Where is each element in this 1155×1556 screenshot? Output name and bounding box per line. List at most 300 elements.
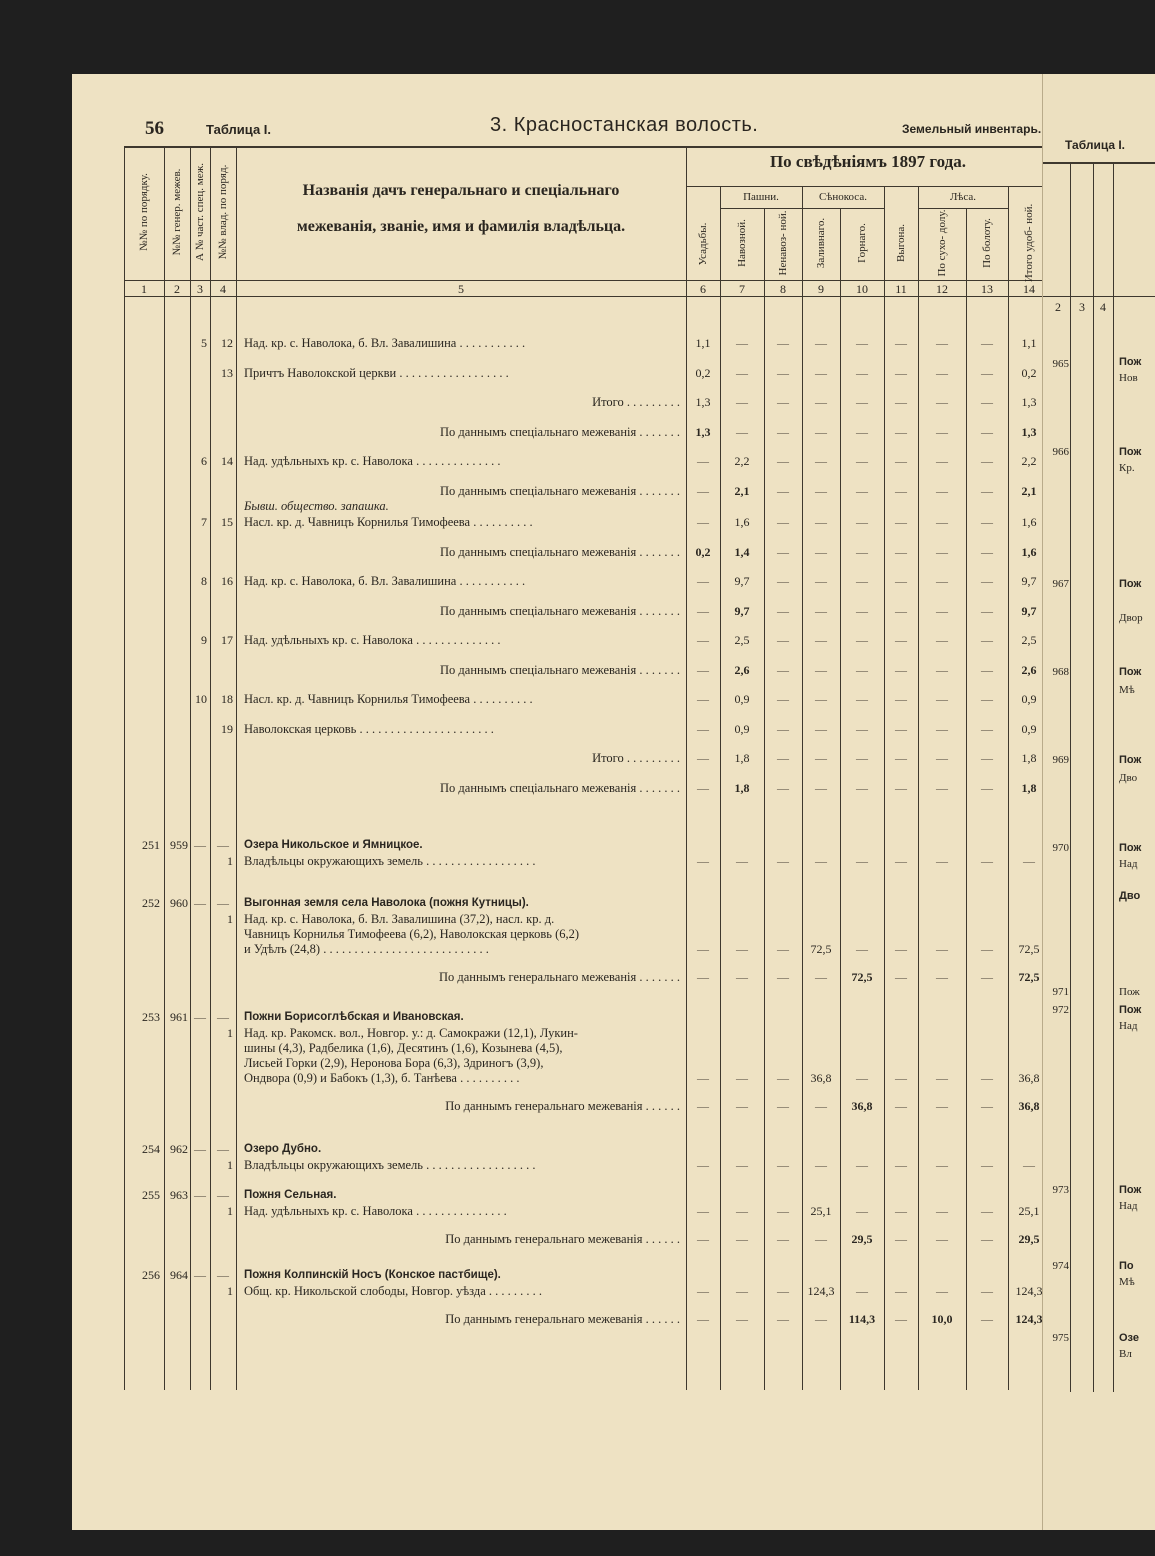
empty-dash: — [736,395,748,409]
empty-dash: — [856,574,868,588]
cell-value: 72,5 [851,970,873,984]
group-title-1897: По свѣдѣніямъ 1897 года. [769,152,967,171]
row-number-owner: 1 [227,1204,233,1218]
empty-dash: — [981,574,993,588]
empty-dash: — [981,780,993,795]
empty-dash: — [194,896,206,910]
row-number-spec: 9 [201,633,207,647]
cell-value: 9,7 [734,603,750,618]
section-line: Ондвора (0,9) и Бабокъ (1,3), б. Танѣева . . . . . . . . . . [244,1071,520,1085]
section-general-number: 963 [170,1188,188,1202]
empty-dash: — [981,692,993,706]
empty-dash: — [697,1232,709,1246]
empty-dash: — [815,336,827,350]
next-entry-number: 975 [1052,1332,1069,1344]
cell-value: 0,2 [695,544,711,559]
empty-dash: — [217,1268,229,1282]
group-pashni: Пашни. [743,191,779,203]
empty-dash: — [981,515,993,529]
next-entry-number: 967 [1052,578,1069,590]
header-zalivnogo: Заливнаго. [815,217,827,269]
empty-dash: — [697,721,709,736]
row-text: Насл. кр. д. Чавницъ Корнилья Тимофеева . . . . . . . . . . [244,515,533,529]
header-col2: №№ генер. межев. [171,168,183,256]
empty-dash: — [777,1158,789,1172]
empty-dash: — [777,1204,789,1218]
header-col1: №№ по порядку. [138,173,150,251]
empty-dash: — [856,662,868,677]
next-entry-number: 973 [1052,1184,1069,1196]
next-fragment: Пож [1119,986,1140,998]
cell-value: 72,5 [1018,942,1040,956]
next-fragment: Кр. [1119,462,1135,474]
next-fragment: Над [1119,1200,1138,1212]
empty-dash: — [815,692,827,706]
section-line: Владѣльцы окружающихъ земель . . . . . . . . . . . . . . . . . . [244,1158,536,1172]
next-entry-number: 969 [1052,754,1069,766]
row-number-owner: 17 [221,633,233,647]
cell-value: 25,1 [1018,1204,1040,1218]
empty-dash: — [815,970,827,984]
empty-dash: — [856,454,868,468]
empty-dash: — [981,1158,993,1172]
row-number-owner: 12 [221,336,233,350]
empty-dash: — [895,395,907,409]
empty-dash: — [194,838,206,852]
empty-dash: — [815,515,827,529]
section-heading: Пожни Борисоглѣбская и Ивановская. [244,1011,464,1023]
empty-dash: — [856,1204,868,1218]
section-number: 254 [142,1142,160,1156]
section-line: Над. кр. Ракомск. вол., Новгор. у.: д. Самокражи (12,1), Лукин- [244,1026,578,1040]
next-fragment: Пож [1119,842,1142,854]
table-label: Таблица I. [206,122,272,137]
section-number: 253 [142,1010,160,1024]
section-number: 256 [142,1268,160,1282]
empty-dash: — [895,854,907,868]
row-text: По даннымъ спеціальнаго межеванія . . . . . . . [440,424,680,439]
empty-dash: — [936,780,948,795]
empty-dash: — [936,633,948,647]
row-text: По даннымъ спеціальнаго межеванія . . . . . . . [440,662,680,677]
empty-dash: — [936,721,948,736]
empty-dash: — [194,1188,206,1202]
empty-dash: — [777,1312,789,1326]
empty-dash: — [777,336,789,350]
section-number: 255 [142,1188,160,1202]
empty-dash: — [815,365,827,380]
row-number-owner: 18 [221,692,233,706]
empty-dash: — [856,603,868,618]
col-number: 5 [458,282,464,296]
next-fragment: Пож [1119,754,1142,766]
empty-dash: — [856,1071,868,1085]
empty-dash: — [736,1232,748,1246]
col-number: 11 [895,282,907,296]
next-entry-number: 971 [1052,986,1069,998]
empty-dash: — [936,544,948,559]
cell-value: 0,9 [734,692,750,706]
section-line: Чавницъ Корнилья Тимофеева (6,2), Наволокская церковь (6,2) [244,927,580,941]
empty-dash: — [895,1071,907,1085]
col-number: 10 [856,282,868,296]
page-left [72,74,1050,1530]
cell-value: 124,3 [807,1284,835,1298]
col-number: 2 [174,282,180,296]
empty-dash: — [981,483,993,498]
empty-dash: — [981,721,993,736]
empty-dash: — [697,454,709,468]
empty-dash: — [777,970,789,984]
empty-dash: — [981,970,993,984]
empty-dash: — [981,544,993,559]
empty-dash: — [895,662,907,677]
next-fragment: Пож [1119,1184,1142,1196]
empty-dash: — [895,1232,907,1246]
empty-dash: — [697,574,709,588]
empty-dash: — [856,1284,868,1298]
section-line: и Удѣлъ (24,8) . . . . . . . . . . . . . . . . . . . . . . . . . . . [244,942,489,956]
next-fragment: Пож [1119,666,1142,678]
row-number-owner: 16 [221,574,233,588]
section-line: Лисьей Горки (2,9), Неронова Бора (6,3), Здриногъ (3,9), [244,1056,544,1070]
empty-dash: — [217,1188,229,1202]
cell-value: 1,8 [1021,751,1037,765]
empty-dash: — [815,574,827,588]
header-navoznoi: Навозной. [736,219,748,267]
next-fragment: Над [1119,858,1138,870]
row-number-owner: 13 [221,365,233,380]
cell-value: 1,1 [695,336,711,350]
next-fragment: Дво [1119,890,1141,902]
header-po-sukhodolu: По сухо- долу. [936,209,948,277]
empty-dash: — [895,692,907,706]
row-text: Над. удѣльныхъ кр. с. Наволока . . . . . . . . . . . . . . [244,633,501,647]
empty-dash: — [697,780,709,795]
empty-dash: — [981,751,993,765]
section-line: Общ. кр. Никольской слободы, Новгор. уѣзда . . . . . . . . . [244,1284,543,1298]
section-general-number: 964 [170,1268,188,1282]
header-col4: №№ влад. по поряд. [217,164,229,260]
empty-dash: — [895,483,907,498]
empty-dash: — [697,1071,709,1085]
cell-value: 1,3 [1021,424,1037,439]
empty-dash: — [815,1312,827,1326]
empty-dash: — [981,424,993,439]
empty-dash: — [736,1099,748,1113]
col-number: 4 [220,282,226,296]
row-number-owner: 14 [221,454,233,468]
empty-dash: — [736,1312,748,1326]
row-text: По даннымъ спеціальнаго межеванія . . . . . . . [440,603,680,618]
empty-dash: — [815,454,827,468]
empty-dash: — [936,1071,948,1085]
empty-dash: — [981,365,993,380]
empty-dash: — [217,1010,229,1024]
empty-dash: — [981,395,993,409]
empty-dash: — [697,662,709,677]
page-right-fragment [1042,74,1155,1530]
cell-value: 1,4 [734,544,750,559]
row-number-spec: 7 [201,515,207,529]
empty-dash: — [777,942,789,956]
row-text: По даннымъ спеціальнаго межеванія . . . . . . . [440,780,680,795]
cell-value: 2,6 [1021,662,1037,677]
next-fragment: Дво [1119,772,1138,784]
empty-dash: — [856,854,868,868]
empty-dash: — [736,336,748,350]
empty-dash: — [981,1284,993,1298]
empty-dash: — [981,603,993,618]
row-number-owner: 1 [227,1158,233,1172]
empty-dash: — [777,633,789,647]
cell-value: 72,5 [1018,970,1040,984]
empty-dash: — [981,1312,993,1326]
section-total-label: По даннымъ генеральнаго межеванія . . . . . . . [438,970,680,984]
cell-value: 36,8 [810,1071,832,1085]
empty-dash: — [697,970,709,984]
cell-value: 36,8 [1018,1099,1040,1113]
empty-dash: — [895,365,907,380]
empty-dash: — [895,1158,907,1172]
empty-dash: — [777,544,789,559]
empty-dash: — [815,424,827,439]
empty-dash: — [856,942,868,956]
empty-dash: — [217,838,229,852]
next-entry-number: 970 [1052,842,1069,854]
empty-dash: — [895,544,907,559]
next-fragment: Двор [1119,612,1143,624]
cell-value: 1,3 [1021,395,1037,409]
row-text: Над. кр. с. Наволока, б. Вл. Завалишина . . . . . . . . . . . [244,336,526,350]
empty-dash: — [936,395,948,409]
empty-dash: — [981,633,993,647]
next-fragment: Озе [1119,1332,1139,1344]
empty-dash: — [895,1284,907,1298]
cell-value: 9,7 [734,574,750,588]
empty-dash: — [936,454,948,468]
next-col-number: 3 [1079,300,1085,314]
cell-value: 2,1 [1021,483,1037,498]
empty-dash: — [936,603,948,618]
cell-value: 10,0 [931,1312,953,1326]
empty-dash: — [936,1099,948,1113]
names-header-line2: межеванія, званіе, имя и фамилія владѣльца. [296,218,626,235]
empty-dash: — [777,662,789,677]
empty-dash: — [736,1071,748,1085]
empty-dash: — [815,854,827,868]
empty-dash: — [815,1232,827,1246]
empty-dash: — [895,751,907,765]
empty-dash: — [697,1204,709,1218]
col-number: 7 [739,282,745,296]
empty-dash: — [895,633,907,647]
col-number: 6 [700,282,706,296]
cell-value: 2,1 [734,483,750,498]
empty-dash: — [936,751,948,765]
next-entry-number: 968 [1052,666,1069,678]
cell-value: 0,2 [1021,365,1037,380]
cell-value: 1,1 [1021,336,1037,350]
empty-dash: — [815,395,827,409]
next-entry-number: 966 [1052,446,1069,458]
empty-dash: — [697,1284,709,1298]
empty-dash: — [856,1158,868,1172]
section-total-label: По даннымъ генеральнаго межеванія . . . . . . [445,1232,680,1246]
empty-dash: — [856,544,868,559]
section-heading: Озеро Дубно. [244,1143,322,1155]
cell-value: 1,6 [1021,515,1037,529]
next-fragment: Пож [1119,446,1142,458]
cell-value: 36,8 [1018,1071,1040,1085]
section-line: Над. кр. с. Наволока, б. Вл. Завалишина (37,2), насл. кр. д. [244,912,555,926]
empty-dash: — [856,721,868,736]
empty-dash: — [697,633,709,647]
row-note: Бывш. общество. запашка. [244,499,389,513]
empty-dash: — [777,574,789,588]
empty-dash: — [777,1232,789,1246]
empty-dash: — [936,942,948,956]
empty-dash: — [936,483,948,498]
cell-value: 9,7 [1021,603,1037,618]
cell-value: 114,3 [848,1312,876,1326]
row-text: Итого . . . . . . . . . [592,751,680,765]
cell-value: 2,5 [734,633,750,647]
empty-dash: — [777,483,789,498]
row-number-owner: 1 [227,854,233,868]
next-fragment: Мѣ [1119,684,1135,696]
row-number-owner: 19 [221,721,233,736]
empty-dash: — [777,1071,789,1085]
section-general-number: 959 [170,838,188,852]
header-po-bolotu: По болоту. [981,218,993,268]
empty-dash: — [736,942,748,956]
section-general-number: 960 [170,896,188,910]
cell-value: 1,8 [734,780,750,795]
empty-dash: — [895,515,907,529]
empty-dash: — [856,336,868,350]
empty-dash: — [981,854,993,868]
empty-dash: — [936,515,948,529]
empty-dash: — [194,1142,206,1156]
empty-dash: — [1023,854,1035,868]
cell-value: 0,9 [734,721,750,736]
running-title-right: Земельный инвентарь. [902,122,1042,136]
empty-dash: — [936,336,948,350]
next-fragment: Пож [1119,1004,1142,1016]
empty-dash: — [815,721,827,736]
section-heading: Выгонная земля села Наволока (пожня Кутницы). [244,897,529,909]
empty-dash: — [856,395,868,409]
header-vygona: Выгона. [895,224,907,262]
empty-dash: — [895,336,907,350]
row-number-spec: 6 [201,454,207,468]
next-col-number: 4 [1100,300,1106,314]
next-fragment: Мѣ [1119,1276,1135,1288]
empty-dash: — [777,395,789,409]
empty-dash: — [936,1232,948,1246]
next-col-number: 2 [1055,300,1061,314]
section-heading: Пожня Сельная. [244,1189,337,1201]
cell-value: 2,5 [1021,633,1037,647]
page-number: 56 [145,118,164,139]
row-text: Причтъ Наволокской церкви . . . . . . . . . . . . . . . . . . [244,365,509,380]
next-fragment: Вл [1119,1348,1132,1360]
empty-dash: — [856,424,868,439]
empty-dash: — [981,1204,993,1218]
empty-dash: — [895,780,907,795]
col-number: 3 [197,282,203,296]
empty-dash: — [815,633,827,647]
empty-dash: — [217,1142,229,1156]
empty-dash: — [815,751,827,765]
row-text: Насл. кр. д. Чавницъ Корнилья Тимофеева . . . . . . . . . . [244,692,533,706]
next-table-label: Таблица I. [1065,138,1126,152]
empty-dash: — [815,1158,827,1172]
cell-value: 29,5 [1018,1232,1040,1246]
next-entry-number: 965 [1052,358,1069,370]
row-text: По даннымъ спеціальнаго межеванія . . . . . . . [440,483,680,498]
next-fragment: Пож [1119,356,1142,368]
cell-value: 1,3 [695,395,711,409]
section-line: шины (4,3), Радбелика (1,6), Десятинъ (1,6), Козынева (4,5), [244,1041,563,1055]
cell-value: 1,3 [695,424,711,439]
empty-dash: — [697,692,709,706]
row-number-owner: 15 [221,515,233,529]
empty-dash: — [217,896,229,910]
section-total-label: По даннымъ генеральнаго межеванія . . . . . . [445,1312,680,1326]
section-general-number: 961 [170,1010,188,1024]
empty-dash: — [777,1099,789,1113]
page-title: 3. Красностанская волость. [490,114,759,136]
cell-value: 2,2 [734,454,750,468]
empty-dash: — [856,365,868,380]
cell-value: 1,6 [734,515,750,529]
cell-value: 29,5 [851,1232,873,1246]
col-number: 14 [1023,282,1035,296]
empty-dash: — [815,780,827,795]
col-number: 8 [780,282,786,296]
empty-dash: — [697,1099,709,1113]
next-fragment: Над [1119,1020,1138,1032]
row-text: Наволокская церковь . . . . . . . . . . . . . . . . . . . . . . [244,721,494,736]
cell-value: 1,6 [1021,544,1037,559]
header-gornago: Горнаго. [856,223,868,263]
empty-dash: — [815,483,827,498]
row-number-owner: 1 [227,1026,233,1040]
section-number: 252 [142,896,160,910]
empty-dash: — [981,1099,993,1113]
empty-dash: — [697,515,709,529]
empty-dash: — [936,1284,948,1298]
row-text: Над. кр. с. Наволока, б. Вл. Завалишина . . . . . . . . . . . [244,574,526,588]
next-fragment: Пож [1119,578,1142,590]
col-number: 12 [936,282,948,296]
empty-dash: — [936,365,948,380]
empty-dash: — [936,574,948,588]
group-lesa: Лѣса. [949,191,977,203]
next-fragment: По [1119,1260,1134,1272]
empty-dash: — [936,1158,948,1172]
empty-dash: — [736,424,748,439]
empty-dash: — [736,854,748,868]
cell-value: 1,8 [734,751,750,765]
cell-value: 1,8 [1021,780,1037,795]
empty-dash: — [736,970,748,984]
empty-dash: — [815,1099,827,1113]
empty-dash: — [697,1158,709,1172]
row-number-owner: 1 [227,912,233,926]
